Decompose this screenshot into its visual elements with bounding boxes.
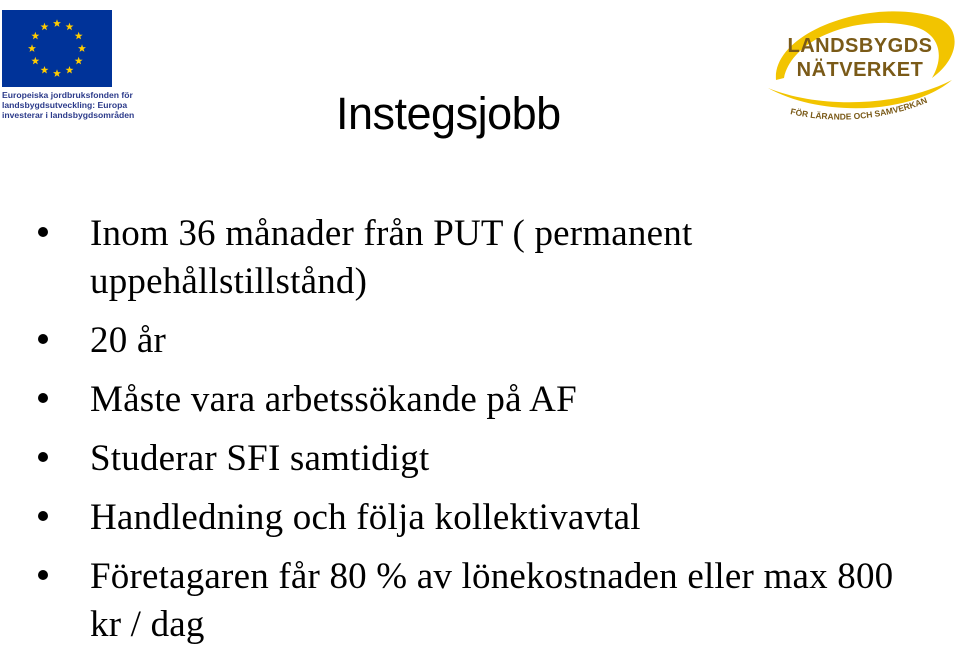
bullet-dot-icon xyxy=(38,334,48,344)
eu-flag-icon xyxy=(2,10,112,87)
landsbygdsnatverket-logo xyxy=(762,2,958,128)
bullet-dot-icon xyxy=(38,511,48,521)
bullet-item xyxy=(28,210,928,306)
bullet-text: Studerar SFI samtidigt xyxy=(90,438,430,479)
eu-caption-line: investerar i landsbygdsområden xyxy=(2,110,135,120)
bullet-dot-icon xyxy=(38,227,48,237)
bullet-item xyxy=(28,317,928,365)
bullet-dot-icon xyxy=(38,393,48,403)
bullet-text: Måste vara arbetssökande på AF xyxy=(90,379,577,420)
bullet-item xyxy=(28,435,928,483)
eu-caption xyxy=(2,90,135,120)
bullet-dot-icon xyxy=(38,570,48,580)
eu-caption-line: landsbygdsutveckling: Europa xyxy=(2,100,128,110)
bullet-item xyxy=(28,553,928,649)
bullet-list xyxy=(28,210,928,660)
bullet-item xyxy=(28,494,928,542)
bullet-text: Företagaren får 80 % av lönekostnaden eller max 800 kr / dag xyxy=(90,556,894,645)
eu-caption-line: Europeiska jordbruksfonden för xyxy=(2,90,133,100)
slide-title: Instegsjobb xyxy=(336,88,561,139)
logo-text-line1: LANDSBYGDS xyxy=(787,35,933,57)
bullet-text: 20 år xyxy=(90,320,166,361)
bullet-text: Handledning och följa kollektivavtal xyxy=(90,497,641,538)
bullet-item xyxy=(28,376,928,424)
bullet-dot-icon xyxy=(38,452,48,462)
eu-logo xyxy=(2,10,135,120)
logo-text-line2: NÄTVERKET xyxy=(796,59,924,81)
logo-tagline-text: FÖR LÄRANDE OCH SAMVERKAN xyxy=(789,95,929,122)
bullet-text: Inom 36 månader från PUT ( permanent uppehållstillstånd) xyxy=(90,213,693,302)
